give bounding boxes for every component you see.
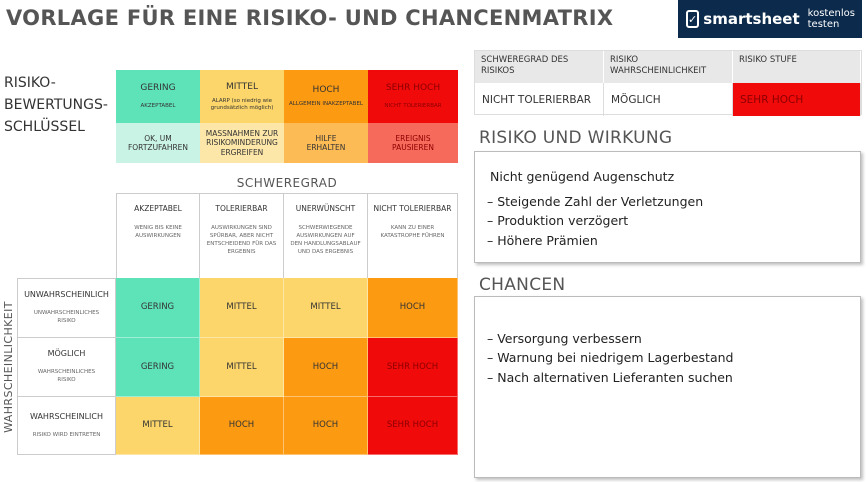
severity-header-tolerable: TOLERIERBAR AUSWIRKUNGEN SIND SPÜRBAR, ABER NICHT ENTSCHEIDEND FÜR DAS ERGEBNIS: [200, 193, 284, 278]
summary-header-severity: SCHWEREGRAD DES RISIKOS: [475, 51, 604, 83]
key-action-low: OK, UM FORTZUFAHREN: [116, 123, 200, 163]
trial-link[interactable]: kostenlos testen: [807, 8, 855, 30]
matrix-cell: HOCH: [200, 397, 284, 455]
matrix-cell: GERING: [116, 338, 200, 397]
impact-line: – Produktion verzögert: [487, 213, 629, 228]
impact-textbox[interactable]: [474, 151, 861, 263]
checkmark-logo-icon: ✓: [686, 10, 699, 28]
severity-header-undesirable: UNERWÜNSCHT SCHWERWIEGENDE AUSWIRKUNGEN AUF DEN HANDLUNGSABLAUF UND DAS ERGEBNIS: [284, 193, 368, 278]
key-action-high: HILFE ERHALTEN: [284, 123, 368, 163]
impact-line: – Steigende Zahl der Verletzungen: [487, 194, 704, 209]
smartsheet-banner[interactable]: [678, 0, 862, 38]
chance-line: – Versorgung verbessern: [487, 331, 642, 346]
summary-header-level: RISIKO STUFE: [733, 51, 861, 83]
summary-value-severity[interactable]: NICHT TOLERIERBAR: [475, 83, 604, 116]
key-action-medium: MASSNAHMEN ZUR RISIKOMINDERUNG ERGREIFEN: [200, 123, 284, 163]
key-level-high: HOCH ALLGEMEIN INAKZEPTABEL: [284, 70, 368, 123]
likelihood-axis-label: WAHRSCHEINLICHKEIT: [2, 301, 15, 433]
chances-textbox[interactable]: [474, 296, 861, 478]
matrix-cell: HOCH: [284, 397, 368, 455]
page-title: VORLAGE FÜR EINE RISIKO- UND CHANCENMATRIX: [6, 6, 614, 30]
matrix-cell: MITTEL: [284, 278, 368, 338]
impact-line: Nicht genügend Augenschutz: [490, 169, 675, 184]
risk-key-label: RISIKO- BEWERTUNGS- SCHLÜSSEL: [4, 75, 108, 135]
chance-line: – Warnung bei niedrigem Lagerbestand: [487, 350, 734, 365]
matrix-cell: SEHR HOCH: [368, 338, 458, 397]
impact-line: – Höhere Prämien: [487, 233, 598, 248]
likelihood-header-possible: MÖGLICH WAHRSCHEINLICHES RISIKO: [18, 338, 116, 397]
impact-section-title: RISIKO UND WIRKUNG: [479, 128, 673, 148]
severity-axis-label: SCHWEREGRAD: [236, 176, 338, 190]
key-level-very-high: SEHR HOCH NICHT TOLERIERBAR: [368, 70, 458, 123]
chances-section-title: CHANCEN: [479, 275, 566, 295]
summary-value-level[interactable]: SEHR HOCH: [733, 83, 861, 116]
summary-header-likelihood: RISIKO WAHRSCHEINLICHKEIT: [604, 51, 733, 83]
chance-line: – Nach alternativen Lieferanten suchen: [487, 370, 733, 385]
brand-name: smartsheet: [703, 10, 800, 28]
severity-header-acceptable: AKZEPTABEL WENIG BIS KEINE AUSWIRKUNGEN: [116, 193, 200, 278]
likelihood-header-unlikely: UNWAHRSCHEINLICH UNWAHRSCHEINLICHES RISIKO: [18, 278, 116, 338]
matrix-cell: SEHR HOCH: [368, 397, 458, 455]
matrix-cell: HOCH: [284, 338, 368, 397]
risk-summary-table: [474, 50, 862, 115]
matrix-cell: GERING: [116, 278, 200, 338]
likelihood-header-likely: WAHRSCHEINLICH RISIKO WIRD EINTRETEN: [18, 397, 116, 455]
matrix-cell: MITTEL: [116, 397, 200, 455]
severity-header-intolerable: NICHT TOLERIERBAR KANN ZU EINER KATASTROPHE FÜHREN: [368, 193, 458, 278]
matrix-cell: MITTEL: [200, 278, 284, 338]
matrix-cell: MITTEL: [200, 338, 284, 397]
key-level-low: GERING AKZEPTABEL: [116, 70, 200, 123]
matrix-cell: HOCH: [368, 278, 458, 338]
key-action-very-high: EREIGNIS PAUSIEREN: [368, 123, 458, 163]
key-level-medium: MITTEL ALARP (so niedrig wie grundsätzlich möglich): [200, 70, 284, 123]
summary-value-likelihood[interactable]: MÖGLICH: [604, 83, 733, 116]
